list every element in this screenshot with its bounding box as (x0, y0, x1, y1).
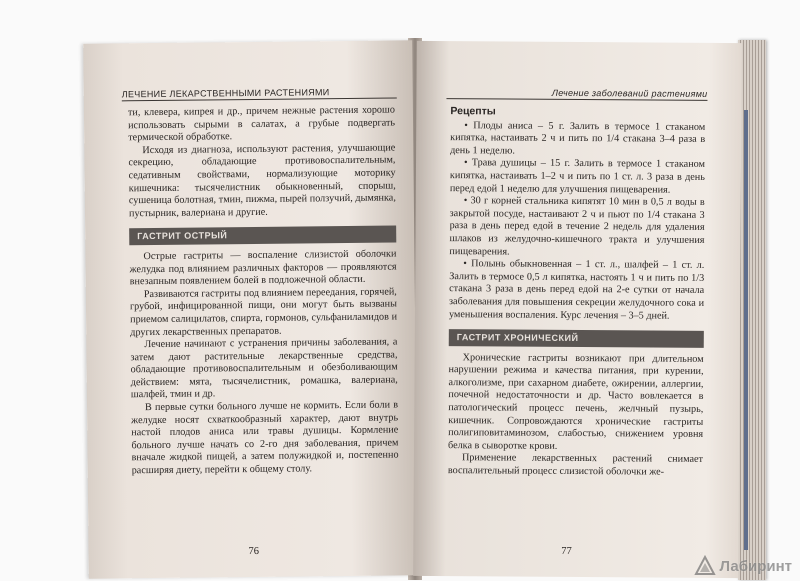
right-section-paragraph-2: Применение лекарственных растений снимает воспалительный процесс слизистой оболочки же- (447, 452, 703, 478)
recipes-heading: Рецепты (450, 105, 496, 118)
right-running-head: Лечение заболеваний растениями (446, 87, 707, 101)
left-intro-paragraph-1: ти, клевера, кипрея и др., причем нежные растения хорошо использовать сырыми в салатах, а грубые подвергать термической обработке. (127, 104, 396, 144)
left-section-paragraph-2: Развиваются гастриты под влиянием переедания, горячей, грубой, инфицированной пищи, они могут быть вызваны приемом салицилатов, спирта, гормонов, сульфаниламидов и других лекарственных препаратов. (129, 286, 398, 338)
left-intro-paragraph-2: Исходя из диагноза, используют растения, улучшающие секрецию, обладающие противовоспалительным, седативным свойствами, нормализующие моторику кишечника: тысячелистник обыкновенный, спорыш, сушеница болотная, тмин, пижма, пырей ползучий, дымянка, пустырник, валериана и другие. (128, 142, 396, 220)
right-section-paragraph-1: Хронические гастриты возникают при длительном нарушении режима и качества питания, при курении, алкоголизме, при сахарном диабете, ожирении, аллергии, почечной недостаточности и др. Часто вовлекается в патологический процесс печень, желчный пузырь, кишечник. Сопровождаются хронические гастриты полигиповитаминозом, слабостью, снижением уровня белка в сыворотке крови. (448, 351, 704, 452)
left-page-content (128, 104, 399, 477)
left-section-paragraph-4: В первые сутки больного лучше не кормить. Если боли в желудке носят схваткообразный характер, дают внутрь настой плодов аниса или травы душицы. Кормление больного лучше начать со 2-го дня заболевания, причем вначале жидкой пищей, а затем полужидкой и, постепенно расширяя диету, перейти к общему столу. (131, 399, 399, 477)
right-page-number: 77 (561, 545, 572, 557)
left-running-head: ЛЕЧЕНИЕ ЛЕКАРСТВЕННЫМИ РАСТЕНИЯМИ (122, 86, 397, 101)
labirint-watermark (694, 555, 792, 577)
section-heading-chronic-gastritis: ГАСТРИТ ХРОНИЧЕСКИЙ (449, 329, 704, 347)
left-section-paragraph-1: Острые гастриты — воспаление слизистой оболочки желудка под влиянием различных факторов — проявляются внезапным появлением болей в подложечной области. (129, 248, 397, 288)
watermark-text: Лабиринт (719, 557, 792, 575)
recipe-item-3: • 30 г корней стальника кипятят 10 мин в 0,5 л воды в закрытой посуде, настаивают 2 ч и пьют по 1/4 стакана 3 раза в день перед едой в течение 2 недель для удаления шлаков из желудочно-кишечного тракта и улучшения пищеварения. (449, 195, 705, 258)
recipe-item-4: • Полынь обыкновенная – 1 ст. л., шалфей – 1 ст. л. Залить в термосе 0,5 л кипятка, настоять 1 ч и пить по 1/3 стакана 3 раза в день перед едой на 2-е сутки от начала заболевания для повышения секреции желудочного сока и уменьшения воспаления. Курс лечения – 3–5 дней. (448, 258, 705, 322)
left-section-paragraph-3: Лечение начинают с устранения причины заболевания, а затем дают растительные лекарственные средства, обладающие противовоспалительным и обезболивающим действием: мята, тысячелистник, ромашка, валериана, шалфей, тмин и др. (130, 336, 398, 401)
right-page-content (448, 105, 706, 479)
labyrinth-logo-icon (694, 555, 716, 577)
left-page (83, 40, 418, 578)
left-page-number: 76 (248, 545, 260, 558)
recipe-item-2: • Трава душицы – 15 г. Залить в термосе 1 стаканом кипятка, настаивать 1–2 ч и пить по 1 ст. л. 3 раза в день перед едой 1 неделю для улучшения пищеварения. (449, 157, 706, 196)
right-page (413, 41, 742, 578)
page-edges (738, 40, 766, 580)
section-heading-acute-gastritis: ГАСТРИТ ОСТРЫЙ (129, 226, 396, 245)
recipe-item-1: • Плоды аниса – 5 г. Залить в термосе 1 стаканом кипятка, настаивать 2 ч и пить по 1/4 стакана 3–4 раза в день 1 неделю. (450, 119, 706, 157)
